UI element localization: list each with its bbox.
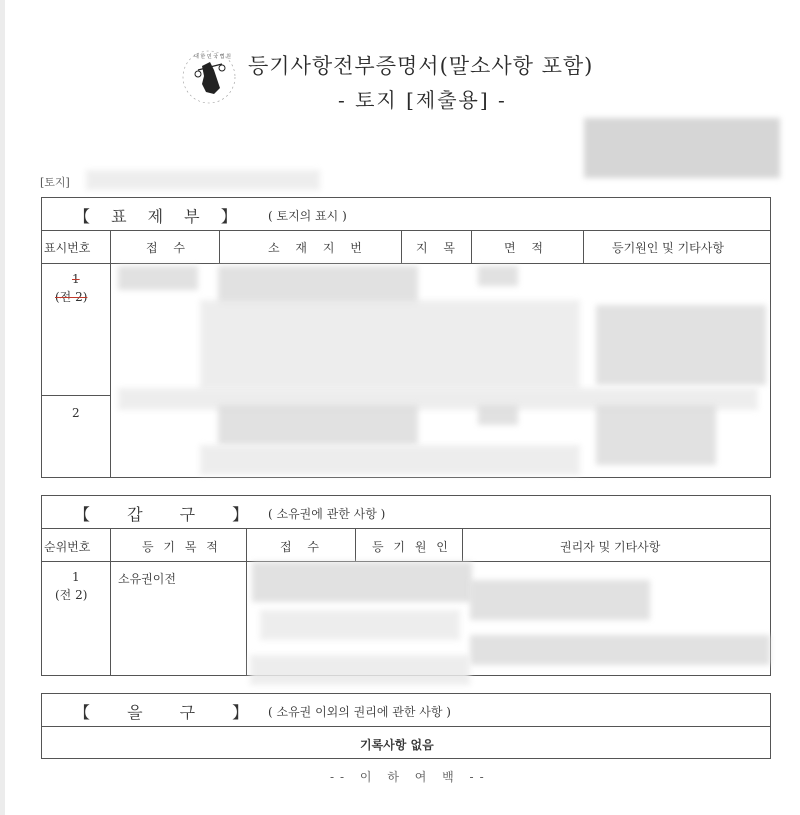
pyojebu-title: 【 표 제 부 】 [74,207,245,226]
column-header: 등 기 목 적 [142,540,221,554]
redacted-block [86,170,320,190]
no-records-text: 기록사항 없음 [360,738,434,752]
redacted-block [470,635,770,665]
redacted-block [584,118,780,178]
page-edge [0,0,5,815]
column-header: 표시번호 [44,241,91,255]
column-header: 소 재 지 번 [268,241,368,255]
column-header: 지 목 [416,241,461,255]
row-number-sub: (전 2) [55,290,88,304]
row-number: 1 [72,570,80,584]
redacted-block [596,305,766,385]
redacted-block [470,580,650,620]
row-number: 2 [72,406,80,420]
gapgu-desc: ( 소유권에 관한 사항 ) [268,507,386,521]
redacted-block [260,610,460,640]
column-header: 접 수 [280,540,325,554]
eulgu-desc: ( 소유권 이외의 권리에 관한 사항 ) [268,705,451,719]
court-seal-icon [180,48,238,106]
redacted-block [200,445,580,475]
document-subtitle: - 토지 [제출용] - [338,88,507,112]
column-header: 접 수 [146,241,191,255]
registration-purpose: 소유권이전 [118,572,176,586]
eulgu-title: 【 을 구 】 [74,703,265,722]
redacted-block [250,655,470,685]
redacted-block [478,405,518,425]
pyojebu-desc: ( 토지의 표시 ) [268,209,347,223]
column-header: 등 기 원 인 [372,540,451,554]
redacted-block [478,266,518,286]
redacted-block [200,300,580,390]
column-header: 등기원인 및 기타사항 [612,241,724,255]
column-header: 순위번호 [44,540,91,554]
end-of-document: -- 이 하 여 백 -- [330,770,490,784]
redacted-block [218,405,418,445]
row-number: 1 [72,272,80,286]
document-title: 등기사항전부증명서(말소사항 포함) [248,54,594,78]
gapgu-title: 【 갑 구 】 [74,505,265,524]
redacted-block [596,405,716,465]
redacted-block [118,266,198,290]
redacted-block [252,562,472,602]
column-header: 권리자 및 기타사항 [560,540,661,554]
row-number-sub: (전 2) [55,588,88,602]
land-label: [토지] [40,176,70,189]
column-header: 면 적 [504,241,549,255]
svg-text:대 한 민 국 법 원: 대 한 민 국 법 원 [194,54,231,60]
